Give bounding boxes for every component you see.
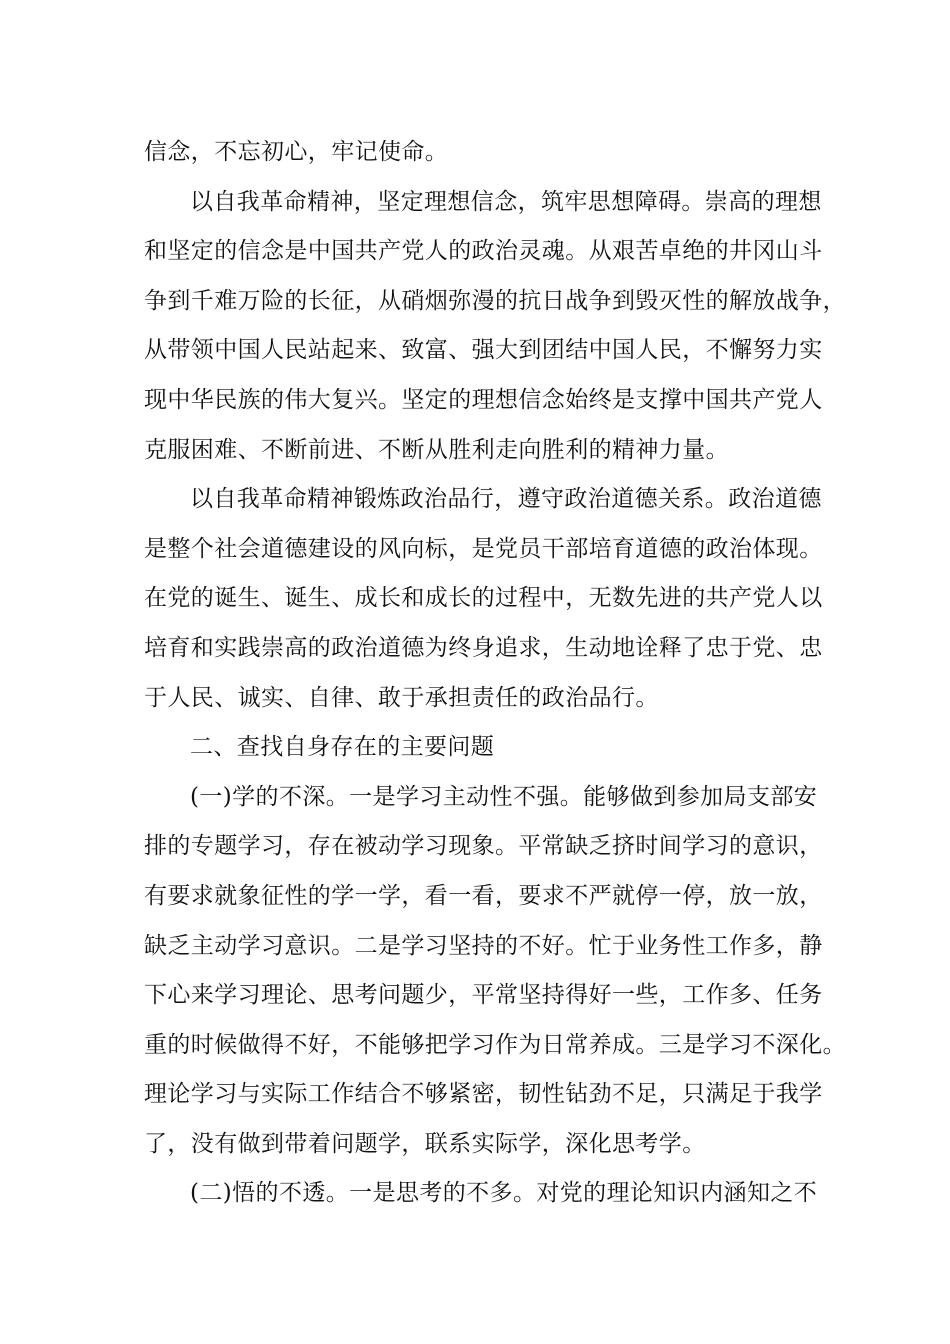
section-heading: 二、查找自身存在的主要问题 <box>190 734 495 761</box>
document-body <box>144 128 846 1219</box>
text-line: 以自我革命精神锻炼政治品行，遵守政治道德关系。政治道德 <box>190 486 822 513</box>
text-line: 现中华民族的伟大复兴。坚定的理想信念始终是支撑中国共产党人 <box>144 386 823 413</box>
text-line: (一)学的不深。一是学习主动性不强。能够做到参加局支部安 <box>190 783 818 810</box>
text-line: 培育和实践崇高的政治道德为终身追求，生动地诠释了忠于党、忠 <box>144 634 823 661</box>
text-line: 信念，不忘初心，牢记使命。 <box>144 139 449 165</box>
text-line: 和坚定的信念是中国共产党人的政治灵魂。从艰苦卓绝的井冈山斗 <box>144 238 823 265</box>
text-line: 下心来学习理论、思考问题少，平常坚持得好一些，工作多、任务 <box>144 982 823 1009</box>
text-line: 克服困难、不断前进、不断从胜利走向胜利的精神力量。 <box>144 436 729 463</box>
text-line: 重的时候做得不好，不能够把学习作为日常养成。三是学习不深化。 <box>144 1031 846 1058</box>
text-line: 在党的诞生、诞生、成长和成长的过程中，无数先进的共产党人以 <box>144 585 823 612</box>
text-line: 有要求就象征性的学一学，看一看，要求不严就停一停，放一放， <box>144 882 823 909</box>
text-line: 于人民、诚实、自律、敢于承担责任的政治品行。 <box>144 684 659 711</box>
text-line: 排的专题学习，存在被动学习现象。平常缺乏挤时间学习的意识， <box>144 833 823 860</box>
text-line: 以自我革命精神，坚定理想信念，筑牢思想障碍。崇高的理想 <box>190 188 822 215</box>
text-line: 从带领中国人民站起来、致富、强大到团结中国人民，不懈努力实 <box>144 337 823 364</box>
text-line: 了，没有做到带着问题学，联系实际学，深化思考学。 <box>144 1130 706 1157</box>
text-line: 理论学习与实际工作结合不够紧密，韧性钻劲不足，只满足于我学 <box>144 1081 823 1108</box>
text-line: 缺乏主动学习意识。二是学习坚持的不好。忙于业务性工作多，静 <box>144 932 823 959</box>
text-line: 争到千难万险的长征，从硝烟弥漫的抗日战争到毁灭性的解放战争， <box>144 287 846 314</box>
text-line: 是整个社会道德建设的风向标，是党员干部培育道德的政治体现。 <box>144 535 823 562</box>
text-line: (二)悟的不透。一是思考的不多。对党的理论知识内涵知之不 <box>190 1180 818 1207</box>
